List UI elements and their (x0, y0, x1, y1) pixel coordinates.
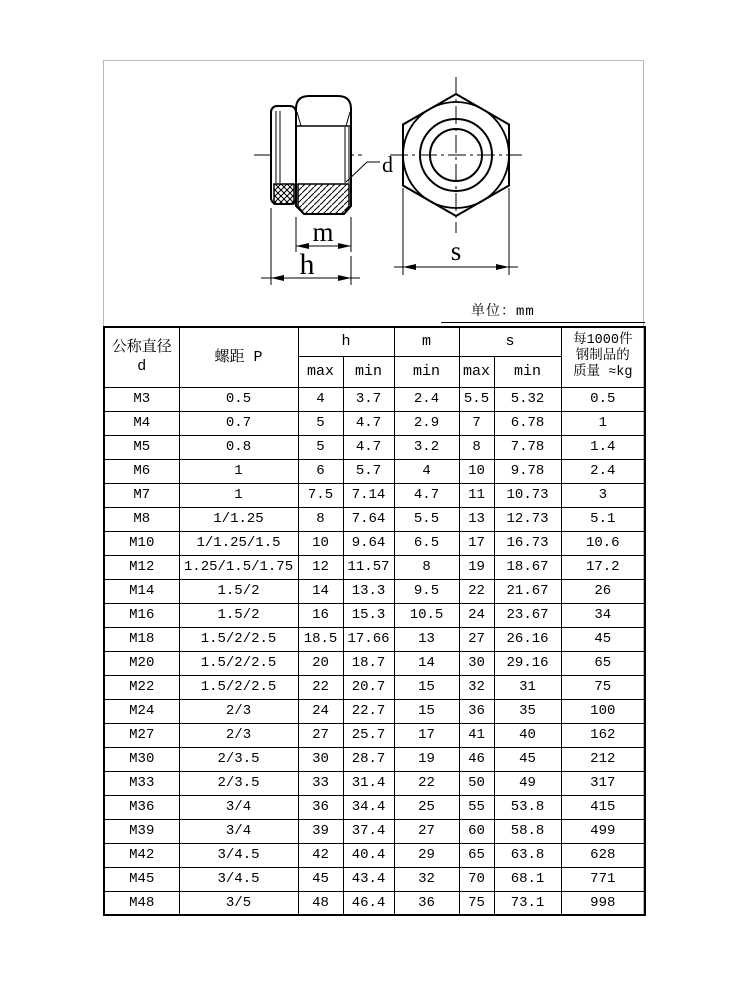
table-cell: 60 (459, 819, 494, 843)
table-cell: 100 (561, 699, 645, 723)
spec-table (103, 326, 646, 916)
table-cell: 1.5/2 (179, 603, 298, 627)
table-cell: M20 (104, 651, 179, 675)
table-cell: 2/3.5 (179, 747, 298, 771)
table-cell: M22 (104, 675, 179, 699)
table-cell: 26 (561, 579, 645, 603)
table-cell: 1.5/2/2.5 (179, 627, 298, 651)
dim-label-d: d (382, 152, 393, 177)
table-cell: 4 (394, 459, 459, 483)
arrowhead (496, 264, 509, 270)
table-cell: 12 (298, 555, 343, 579)
table-cell: 41 (459, 723, 494, 747)
table-cell: 4.7 (343, 411, 394, 435)
table-cell: 8 (459, 435, 494, 459)
table-cell: 998 (561, 891, 645, 915)
header-diameter-symbol: d (137, 358, 147, 376)
table-row (104, 411, 645, 435)
spec-table-body (104, 387, 645, 915)
table-cell: 3/4 (179, 795, 298, 819)
table-cell: 46 (459, 747, 494, 771)
table-cell: 5.5 (394, 507, 459, 531)
table-cell: 35 (494, 699, 561, 723)
table-cell: 3 (561, 483, 645, 507)
table-cell: 26.16 (494, 627, 561, 651)
table-cell: 2.9 (394, 411, 459, 435)
table-cell: 27 (298, 723, 343, 747)
table-cell: 2/3.5 (179, 771, 298, 795)
table-cell: 22 (394, 771, 459, 795)
table-cell: 771 (561, 867, 645, 891)
table-cell: M6 (104, 459, 179, 483)
table-cell: 55 (459, 795, 494, 819)
header-s-max: max (459, 356, 494, 387)
table-row (104, 579, 645, 603)
table-cell: 628 (561, 843, 645, 867)
table-cell: 40 (494, 723, 561, 747)
table-cell: 65 (459, 843, 494, 867)
table-cell: M16 (104, 603, 179, 627)
table-cell: 18.67 (494, 555, 561, 579)
table-cell: 9.64 (343, 531, 394, 555)
table-cell: 45 (298, 867, 343, 891)
table-cell: M24 (104, 699, 179, 723)
header-m-group: m (394, 327, 459, 356)
table-cell: 3/4.5 (179, 843, 298, 867)
arrowhead (338, 275, 351, 281)
table-cell: 34.4 (343, 795, 394, 819)
table-cell: 36 (394, 891, 459, 915)
table-cell: M7 (104, 483, 179, 507)
table-cell: M39 (104, 819, 179, 843)
table-row (104, 723, 645, 747)
table-row (104, 531, 645, 555)
table-cell: M12 (104, 555, 179, 579)
table-cell: 19 (459, 555, 494, 579)
table-row (104, 819, 645, 843)
table-cell: 24 (298, 699, 343, 723)
table-cell: 22 (298, 675, 343, 699)
table-row (104, 867, 645, 891)
table-cell: 1.4 (561, 435, 645, 459)
table-cell: M18 (104, 627, 179, 651)
table-row (104, 507, 645, 531)
table-cell: 28.7 (343, 747, 394, 771)
unit-note: 单位：mm (441, 304, 645, 323)
table-cell: 30 (298, 747, 343, 771)
table-cell: 0.5 (179, 387, 298, 411)
table-cell: 17 (459, 531, 494, 555)
table-cell: 18.7 (343, 651, 394, 675)
table-cell: 19 (394, 747, 459, 771)
table-cell: 15 (394, 699, 459, 723)
table-cell: M33 (104, 771, 179, 795)
table-cell: M10 (104, 531, 179, 555)
table-cell: 63.8 (494, 843, 561, 867)
table-cell: 3/4.5 (179, 867, 298, 891)
table-cell: 27 (459, 627, 494, 651)
header-pitch: 螺距 P (179, 327, 298, 387)
table-cell: 32 (394, 867, 459, 891)
table-row (104, 675, 645, 699)
table-row (104, 795, 645, 819)
table-cell: M4 (104, 411, 179, 435)
header-diameter (104, 327, 179, 387)
table-cell: 48 (298, 891, 343, 915)
table-cell: 1/1.25/1.5 (179, 531, 298, 555)
table-cell: 32 (459, 675, 494, 699)
arrowhead (338, 243, 351, 249)
arrowhead (403, 264, 416, 270)
table-cell: 10 (298, 531, 343, 555)
table-cell: 18.5 (298, 627, 343, 651)
table-cell: 8 (298, 507, 343, 531)
table-row (104, 555, 645, 579)
table-cell: 5.32 (494, 387, 561, 411)
table-cell: 36 (459, 699, 494, 723)
table-cell: M45 (104, 867, 179, 891)
dim-label-s: s (450, 236, 462, 266)
table-cell: 25 (394, 795, 459, 819)
table-cell: 3.2 (394, 435, 459, 459)
header-mass-line2: 钢制品的 (575, 349, 630, 365)
table-cell: M3 (104, 387, 179, 411)
table-cell: 21.67 (494, 579, 561, 603)
section-hatch-steel (298, 184, 349, 214)
table-cell: 3/5 (179, 891, 298, 915)
table-cell: 31 (494, 675, 561, 699)
table-cell: 17.2 (561, 555, 645, 579)
table-cell: 33 (298, 771, 343, 795)
table-cell: 42 (298, 843, 343, 867)
table-cell: 10.5 (394, 603, 459, 627)
table-cell: M42 (104, 843, 179, 867)
table-cell: M30 (104, 747, 179, 771)
spec-table-header (104, 327, 645, 387)
table-cell: M48 (104, 891, 179, 915)
table-cell: 68.1 (494, 867, 561, 891)
table-cell: 22.7 (343, 699, 394, 723)
table-cell: 5.7 (343, 459, 394, 483)
table-row (104, 387, 645, 411)
table-cell: 162 (561, 723, 645, 747)
table-cell: 8 (394, 555, 459, 579)
table-cell: 70 (459, 867, 494, 891)
side-section-view (254, 96, 393, 285)
table-cell: M14 (104, 579, 179, 603)
header-h-group: h (298, 327, 394, 356)
table-cell: 499 (561, 819, 645, 843)
table-cell: 16.73 (494, 531, 561, 555)
table-row (104, 747, 645, 771)
table-cell: M36 (104, 795, 179, 819)
table-row (104, 771, 645, 795)
table-cell: 1.5/2 (179, 579, 298, 603)
table-cell: 415 (561, 795, 645, 819)
table-cell: 11 (459, 483, 494, 507)
table-row (104, 459, 645, 483)
header-m-min: min (394, 356, 459, 387)
table-row (104, 627, 645, 651)
dim-label-h: h (299, 248, 315, 281)
table-cell: 23.67 (494, 603, 561, 627)
table-cell: 317 (561, 771, 645, 795)
table-cell: 3/4 (179, 819, 298, 843)
table-cell: 4.7 (394, 483, 459, 507)
table-cell: 20.7 (343, 675, 394, 699)
table-cell: 73.1 (494, 891, 561, 915)
table-cell: M8 (104, 507, 179, 531)
table-cell: 40.4 (343, 843, 394, 867)
arrowhead (271, 275, 284, 281)
table-cell: 5 (298, 411, 343, 435)
table-cell: 75 (561, 675, 645, 699)
table-cell: 36 (298, 795, 343, 819)
table-cell: 1.5/2/2.5 (179, 675, 298, 699)
table-row (104, 891, 645, 915)
header-diameter-cn: 公称直径 (111, 339, 172, 357)
table-cell: 30 (459, 651, 494, 675)
table-cell: 1.25/1.5/1.75 (179, 555, 298, 579)
header-mass-line1: 每1000件 (573, 333, 633, 349)
table-cell: 7.64 (343, 507, 394, 531)
table-cell: 50 (459, 771, 494, 795)
table-cell: 5 (298, 435, 343, 459)
table-cell: 14 (394, 651, 459, 675)
table-cell: 65 (561, 651, 645, 675)
table-cell: 34 (561, 603, 645, 627)
table-cell: 10 (459, 459, 494, 483)
header-h-max: max (298, 356, 343, 387)
table-cell: 53.8 (494, 795, 561, 819)
header-mass-line3: 质量 ≈kg (573, 365, 633, 381)
table-cell: 20 (298, 651, 343, 675)
table-cell: 212 (561, 747, 645, 771)
front-view (390, 77, 522, 275)
table-cell: 5.1 (561, 507, 645, 531)
table-cell: 9.78 (494, 459, 561, 483)
table-cell: 10.6 (561, 531, 645, 555)
section-hatch-nylon (274, 184, 294, 204)
table-cell: 0.5 (561, 387, 645, 411)
table-cell: 9.5 (394, 579, 459, 603)
table-cell: 14 (298, 579, 343, 603)
table-cell: 0.7 (179, 411, 298, 435)
table-cell: 15.3 (343, 603, 394, 627)
table-row (104, 603, 645, 627)
table-cell: 46.4 (343, 891, 394, 915)
table-cell: 12.73 (494, 507, 561, 531)
table-cell: 75 (459, 891, 494, 915)
table-row (104, 435, 645, 459)
table-cell: 3.7 (343, 387, 394, 411)
dim-label-m: m (312, 217, 334, 247)
table-cell: 27 (394, 819, 459, 843)
table-cell: 45 (494, 747, 561, 771)
table-cell: 17 (394, 723, 459, 747)
table-cell: 11.57 (343, 555, 394, 579)
table-cell: 15 (394, 675, 459, 699)
table-cell: 0.8 (179, 435, 298, 459)
table-cell: 25.7 (343, 723, 394, 747)
header-s-group: s (459, 327, 561, 356)
table-cell: 1/1.25 (179, 507, 298, 531)
table-cell: 31.4 (343, 771, 394, 795)
table-row (104, 651, 645, 675)
table-cell: 6.78 (494, 411, 561, 435)
header-mass (561, 327, 645, 387)
table-cell: 7.5 (298, 483, 343, 507)
table-cell: 13 (394, 627, 459, 651)
table-cell: 7 (459, 411, 494, 435)
table-cell: 1 (179, 483, 298, 507)
table-cell: 58.8 (494, 819, 561, 843)
table-cell: 1 (561, 411, 645, 435)
table-cell: M27 (104, 723, 179, 747)
table-cell: 29.16 (494, 651, 561, 675)
table-cell: 24 (459, 603, 494, 627)
table-cell: 7.78 (494, 435, 561, 459)
table-row (104, 843, 645, 867)
table-cell: 39 (298, 819, 343, 843)
table-cell: 2/3 (179, 699, 298, 723)
table-row (104, 483, 645, 507)
table-cell: M5 (104, 435, 179, 459)
table-cell: 16 (298, 603, 343, 627)
table-cell: 6.5 (394, 531, 459, 555)
table-cell: 2.4 (394, 387, 459, 411)
table-cell: 29 (394, 843, 459, 867)
table-cell: 5.5 (459, 387, 494, 411)
table-cell: 4 (298, 387, 343, 411)
table-cell: 17.66 (343, 627, 394, 651)
lock-nut-drawing (104, 61, 645, 321)
header-s-min: min (494, 356, 561, 387)
table-cell: 1.5/2/2.5 (179, 651, 298, 675)
table-cell: 13 (459, 507, 494, 531)
content-frame (103, 60, 644, 916)
table-cell: 49 (494, 771, 561, 795)
table-cell: 7.14 (343, 483, 394, 507)
table-cell: 10.73 (494, 483, 561, 507)
table-cell: 2/3 (179, 723, 298, 747)
table-cell: 2.4 (561, 459, 645, 483)
table-cell: 4.7 (343, 435, 394, 459)
header-h-min: min (343, 356, 394, 387)
table-row (104, 699, 645, 723)
table-cell: 37.4 (343, 819, 394, 843)
table-cell: 13.3 (343, 579, 394, 603)
table-cell: 6 (298, 459, 343, 483)
table-cell: 22 (459, 579, 494, 603)
table-cell: 1 (179, 459, 298, 483)
table-cell: 43.4 (343, 867, 394, 891)
table-cell: 45 (561, 627, 645, 651)
